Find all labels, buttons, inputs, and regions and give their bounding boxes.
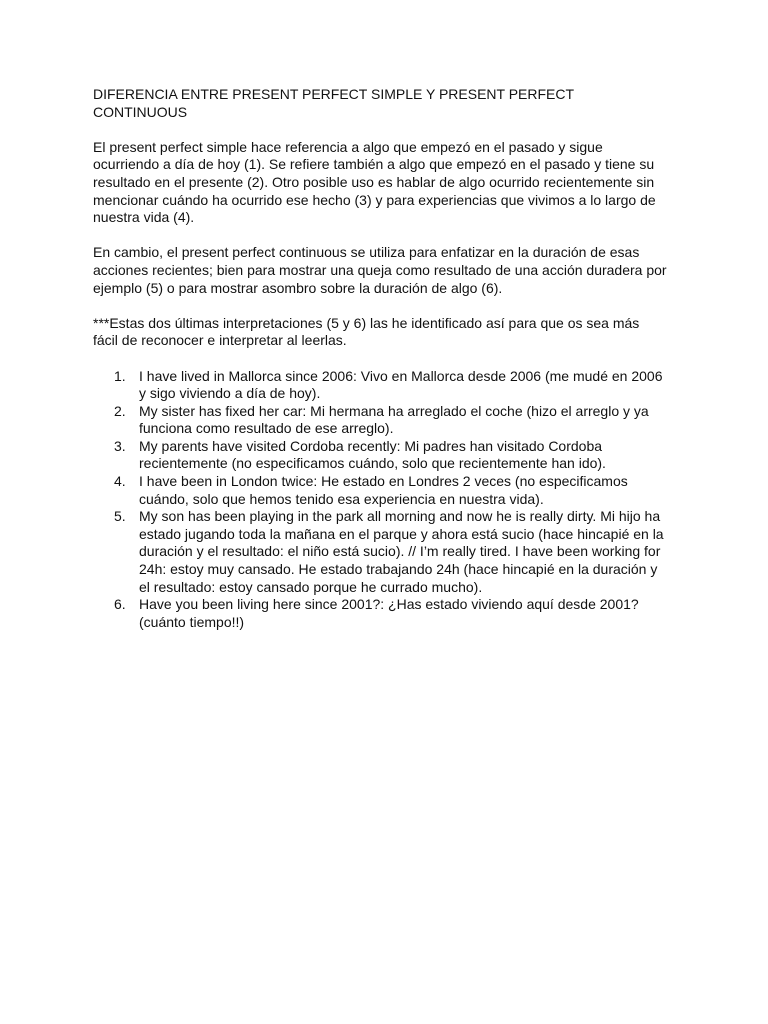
paragraph-present-perfect-continuous xyxy=(93,244,683,297)
paragraph-line: fácil de reconocer e interpretar al leerlas. xyxy=(93,332,347,349)
list-item-line: y sigo viviendo a día de hoy). xyxy=(139,385,321,402)
paragraph-line: nuestra vida (4). xyxy=(93,209,195,226)
list-item-line: funciona como resultado de ese arreglo). xyxy=(139,420,394,437)
list-item-line: el resultado: estoy cansado porque he currado mucho). xyxy=(139,578,483,595)
paragraph-line: ***Estas dos últimas interpretaciones (5 y 6) las he identificado así para que os sea más xyxy=(93,314,640,331)
list-item-line: I have been in London twice: He estado en Londres 2 veces (no especificamos xyxy=(139,473,628,490)
list-item-number: 5. xyxy=(114,508,126,525)
list-item-number: 3. xyxy=(114,437,126,454)
examples-list xyxy=(93,368,683,632)
list-item xyxy=(93,508,683,596)
paragraph-line: ejemplo (5) o para mostrar asombro sobre la duración de algo (6). xyxy=(93,279,503,296)
list-item-number: 6. xyxy=(114,596,126,613)
list-item xyxy=(93,368,683,403)
list-item xyxy=(93,473,683,508)
paragraph-line: acciones recientes; bien para mostrar una queja como resultado de una acción duradera por xyxy=(93,261,667,278)
list-item-number: 2. xyxy=(114,402,126,419)
list-item-line: estado jugando toda la mañana en el parque y ahora está sucio (hace hincapié en la xyxy=(139,525,664,542)
list-item-line: My son has been playing in the park all morning and now he is really dirty. Mi hijo ha xyxy=(139,508,661,525)
list-item xyxy=(93,596,683,631)
list-item-line: cuándo, solo que hemos tenido esa experiencia en nuestra vida). xyxy=(139,490,544,507)
document-title xyxy=(93,86,683,121)
list-item-number: 1. xyxy=(114,367,126,384)
list-item-line: Have you been living here since 2001?: ¿Has estado viviendo aquí desde 2001? xyxy=(139,596,639,613)
title-line: DIFERENCIA ENTRE PRESENT PERFECT SIMPLE Y PRESENT PERFECT xyxy=(93,86,575,102)
paragraph-line: En cambio, el present perfect continuous se utiliza para enfatizar en la duración de esas xyxy=(93,244,640,261)
paragraph-line: mencionar cuándo ha ocurrido ese hecho (3) y para experiencias que vivimos a lo largo de xyxy=(93,191,656,208)
list-item-line: My parents have visited Cordoba recently: Mi padres han visitado Cordoba xyxy=(139,437,603,454)
paragraph-line: ocurriendo a día de hoy (1). Se refiere también a algo que empezó en el pasado y tiene su xyxy=(93,156,655,173)
paragraph-note xyxy=(93,315,683,350)
paragraph-line: El present perfect simple hace referencia a algo que empezó en el pasado y sigue xyxy=(93,138,603,155)
list-item xyxy=(93,403,683,438)
list-item-line: duración y el resultado: el niño está sucio). // I’m really tired. I have been working for xyxy=(139,543,661,560)
list-item-line: 24h: estoy muy cansado. He estado trabajando 24h (hace hincapié en la duración y xyxy=(139,561,658,578)
list-item-line: (cuánto tiempo!!) xyxy=(139,613,245,630)
title-line: CONTINUOUS xyxy=(93,103,188,120)
paragraph-present-perfect-simple xyxy=(93,139,683,227)
list-item-line: recientemente (no especificamos cuándo, solo que recientemente han ido). xyxy=(139,455,606,472)
list-item-line: I have lived in Mallorca since 2006: Vivo en Mallorca desde 2006 (me mudé en 2006 xyxy=(139,367,663,384)
list-item-line: My sister has fixed her car: Mi hermana ha arreglado el coche (hizo el arreglo y ya xyxy=(139,402,649,419)
document-content xyxy=(93,86,683,631)
list-item xyxy=(93,438,683,473)
paragraph-line: resultado en el presente (2). Otro posible uso es hablar de algo ocurrido recientemente sin xyxy=(93,173,655,190)
list-item-number: 4. xyxy=(114,473,126,490)
